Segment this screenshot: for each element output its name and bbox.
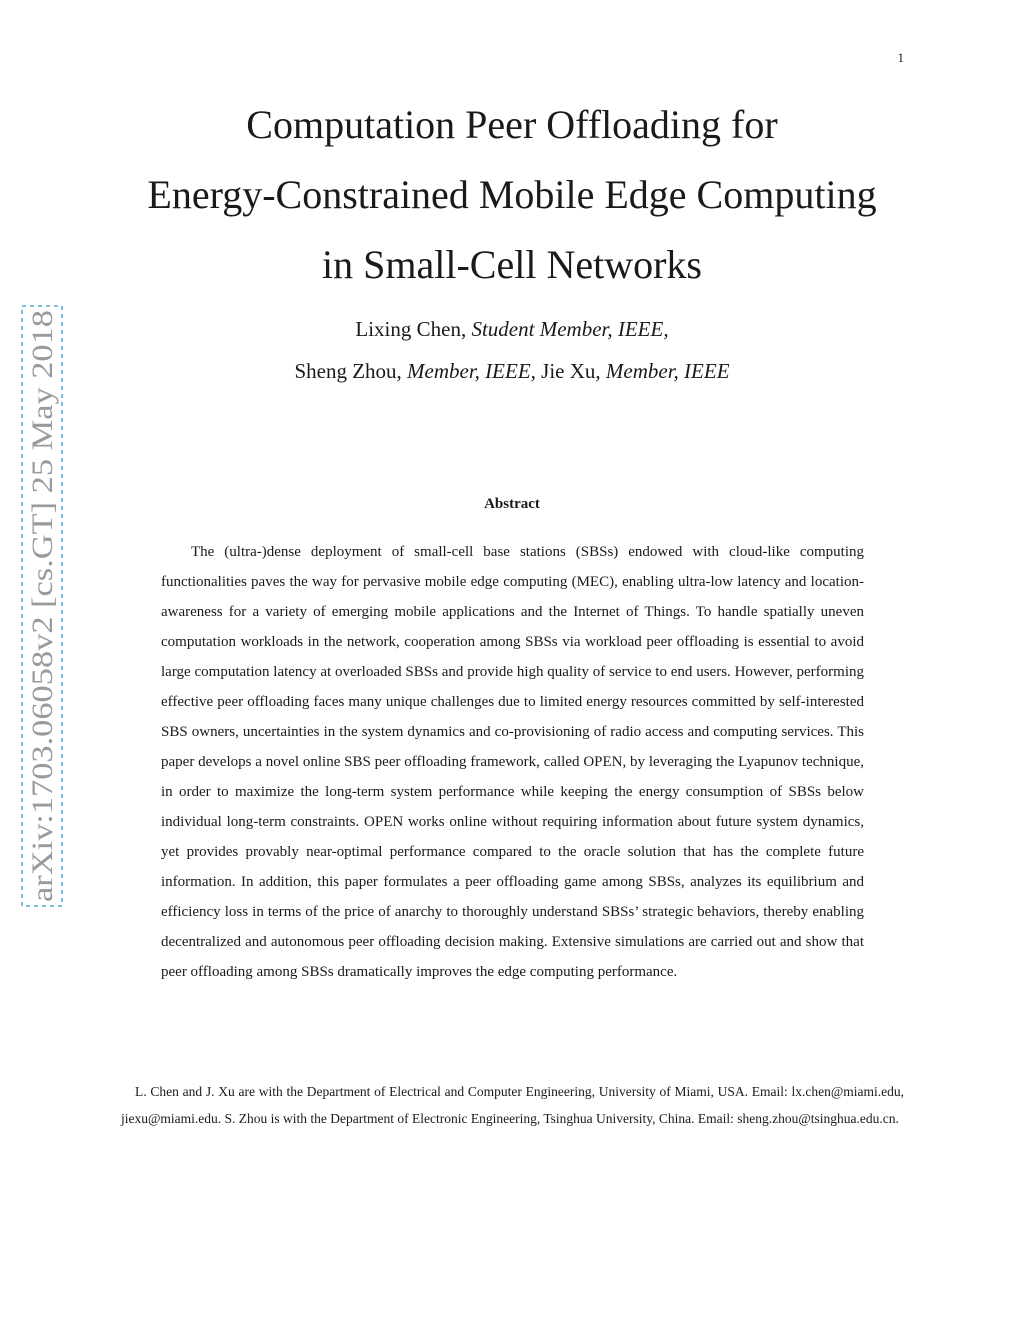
arxiv-stamp-text: arXiv:1703.06058v2 [cs.GT] 25 May 2018	[26, 385, 59, 902]
author-affiliation-footnote: L. Chen and J. Xu are with the Department of Electrical and Computer Engineering, University of Miami, USA. Email: lx.chen@miami.edu, jiexu@miami.edu. S. Zhou is with the Department of Electronic Engineering, Tsinghua University, China. Email: sheng.zhou@tsinghua.edu.cn.	[121, 1084, 904, 1126]
author-name: Lixing Chen,	[355, 317, 467, 341]
author-affiliation-role: Student Member, IEEE,	[471, 317, 669, 341]
author-affiliation-role: Member, IEEE,	[407, 359, 536, 383]
author-name: Jie Xu,	[541, 359, 601, 383]
author-name: Sheng Zhou,	[294, 359, 402, 383]
author-line-1	[100, 308, 924, 350]
author-block	[100, 308, 924, 392]
abstract-heading: Abstract	[484, 496, 540, 512]
title-line-1: Computation Peer Offloading for	[246, 102, 778, 147]
abstract-body: The (ultra-)dense deployment of small-cell base stations (SBSs) endowed with cloud-like computing functionalities paves the way for pervasive mobile edge computing (MEC), enabling ultra-low latency and location-awareness for a variety of emerging mobile applications and the Internet of Things. To handle spatially uneven computation workloads in the network, cooperation among SBSs via workload peer offloading is essential to avoid large computation latency at overloaded SBSs and provide high quality of service to end users. However, performing effective peer offloading faces many unique challenges due to limited energy resources committed by self-interested SBS owners, uncertainties in the system dynamics and co-provisioning of radio access and computing services. This paper develops a novel online SBS peer offloading framework, called OPEN, by leveraging the Lyapunov technique, in order to maximize the long-term system performance while keeping the energy consumption of SBSs below individual long-term constraints. OPEN works online without requiring information about future system dynamics, yet provides provably near-optimal performance compared to the oracle solution that has the complete future information. In addition, this paper formulates a peer offloading game among SBSs, analyzes its equilibrium and efficiency loss in terms of the price of anarchy to thoroughly understand SBSs’ strategic behaviors, thereby enabling decentralized and autonomous peer offloading decision making. Extensive simulations are carried out and show that peer offloading among SBSs dramatically improves the edge computing performance.	[161, 544, 864, 980]
author-affiliation-role: Member, IEEE	[605, 359, 730, 383]
title-line-2: Energy-Constrained Mobile Edge Computing	[147, 172, 877, 217]
paper-title	[100, 90, 924, 300]
author-line-2	[100, 350, 924, 392]
arxiv-identifier-stamp[interactable]	[21, 305, 63, 907]
page-number: 1	[897, 50, 904, 65]
title-line-3: in Small-Cell Networks	[322, 242, 702, 287]
